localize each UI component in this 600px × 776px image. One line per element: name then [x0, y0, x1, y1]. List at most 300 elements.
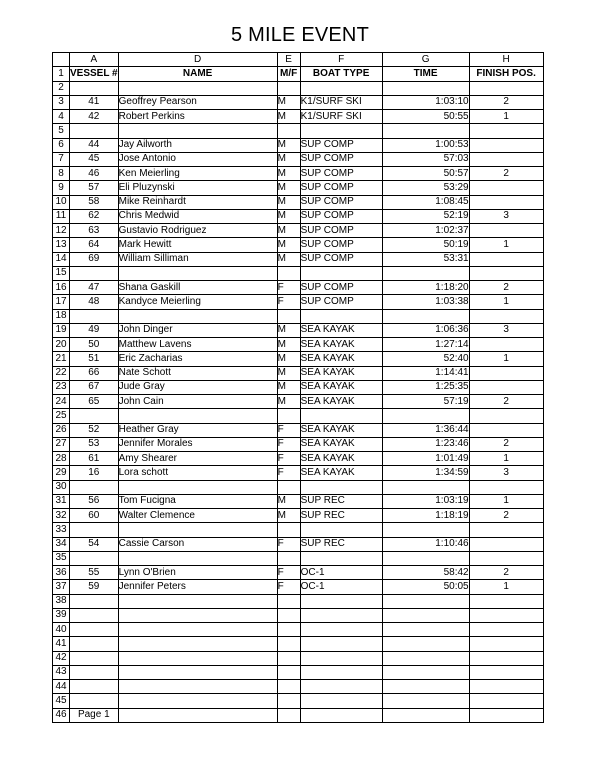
vessel-cell: 44	[70, 138, 119, 152]
row-number: 41	[53, 637, 70, 651]
row-number: 39	[53, 608, 70, 622]
boat-type-cell: SUP COMP	[300, 195, 382, 209]
mf-cell	[277, 594, 300, 608]
table-row	[53, 409, 544, 423]
boat-type-cell: SEA KAYAK	[300, 466, 382, 480]
table-row	[53, 594, 544, 608]
finish-pos-cell: 3	[469, 466, 543, 480]
time-header: TIME	[382, 67, 469, 81]
time-cell: 1:06:36	[382, 323, 469, 337]
finish-pos-cell	[469, 480, 543, 494]
vessel-cell: 16	[70, 466, 119, 480]
finish-pos-cell: 2	[469, 281, 543, 295]
finish-pos-cell	[469, 266, 543, 280]
boat-type-cell	[300, 551, 382, 565]
name-cell: Robert Perkins	[118, 110, 277, 124]
finish-pos-cell	[469, 523, 543, 537]
boat-type-cell	[300, 708, 382, 722]
time-cell: 1:34:59	[382, 466, 469, 480]
finish-pos-cell	[469, 366, 543, 380]
finish-pos-cell: 2	[469, 437, 543, 451]
row-number: 31	[53, 494, 70, 508]
row-number: 30	[53, 480, 70, 494]
row-number: 16	[53, 281, 70, 295]
boat-type-cell: SUP COMP	[300, 238, 382, 252]
row-number: 17	[53, 295, 70, 309]
name-cell: John Cain	[118, 395, 277, 409]
name-cell	[118, 480, 277, 494]
boat-type-cell: K1/SURF SKI	[300, 95, 382, 109]
table-row	[53, 665, 544, 679]
name-cell: Jose Antonio	[118, 152, 277, 166]
finish-pos-cell	[469, 551, 543, 565]
time-cell	[382, 651, 469, 665]
boat-type-cell	[300, 608, 382, 622]
finish-pos-cell	[469, 409, 543, 423]
name-cell: Mike Reinhardt	[118, 195, 277, 209]
finish-pos-cell: 1	[469, 238, 543, 252]
boat-type-cell	[300, 637, 382, 651]
name-cell	[118, 608, 277, 622]
vessel-cell: 67	[70, 380, 119, 394]
boat-type-cell	[300, 651, 382, 665]
time-cell: 53:29	[382, 181, 469, 195]
mf-cell	[277, 266, 300, 280]
table-row	[53, 580, 544, 594]
name-cell: Kandyce Meierling	[118, 295, 277, 309]
vessel-cell	[70, 651, 119, 665]
finish-pos-cell	[469, 195, 543, 209]
table-row	[53, 309, 544, 323]
mf-cell: M	[277, 95, 300, 109]
table-row	[53, 224, 544, 238]
mf-cell	[277, 680, 300, 694]
name-cell: Geoffrey Pearson	[118, 95, 277, 109]
table-row	[53, 452, 544, 466]
time-cell	[382, 266, 469, 280]
column-letter-row	[53, 53, 544, 67]
name-cell: Eric Zacharias	[118, 352, 277, 366]
mf-cell: F	[277, 452, 300, 466]
table-row	[53, 295, 544, 309]
time-cell: 1:08:45	[382, 195, 469, 209]
mf-cell	[277, 81, 300, 95]
time-cell	[382, 409, 469, 423]
row-number: 3	[53, 95, 70, 109]
mf-cell	[277, 309, 300, 323]
time-cell: 53:31	[382, 252, 469, 266]
mf-cell: M	[277, 338, 300, 352]
boat-type-cell	[300, 694, 382, 708]
finish-pos-cell	[469, 380, 543, 394]
name-cell	[118, 266, 277, 280]
mf-cell: M	[277, 352, 300, 366]
name-cell: Gustavio Rodriguez	[118, 224, 277, 238]
table-row	[53, 637, 544, 651]
time-cell: 52:40	[382, 352, 469, 366]
name-cell	[118, 651, 277, 665]
finish-pos-cell	[469, 252, 543, 266]
mf-cell: M	[277, 110, 300, 124]
mf-cell: F	[277, 580, 300, 594]
vessel-cell: 52	[70, 423, 119, 437]
mf-cell: M	[277, 152, 300, 166]
row-number: 28	[53, 452, 70, 466]
row-number: 22	[53, 366, 70, 380]
time-cell: 50:19	[382, 238, 469, 252]
finish-pos-cell	[469, 537, 543, 551]
row-number: 24	[53, 395, 70, 409]
table-row	[53, 110, 544, 124]
boat-type-cell: SUP COMP	[300, 181, 382, 195]
vessel-cell: 41	[70, 95, 119, 109]
name-cell: Amy Shearer	[118, 452, 277, 466]
vessel-cell	[70, 81, 119, 95]
mf-cell	[277, 708, 300, 722]
name-cell: Cassie Carson	[118, 537, 277, 551]
boat-type-cell: SUP COMP	[300, 295, 382, 309]
row-number: 25	[53, 409, 70, 423]
mf-header: M/F	[277, 67, 300, 81]
boat-type-cell: SEA KAYAK	[300, 437, 382, 451]
vessel-cell: 66	[70, 366, 119, 380]
row-number: 35	[53, 551, 70, 565]
time-cell: 57:03	[382, 152, 469, 166]
vessel-cell	[70, 680, 119, 694]
table-row	[53, 680, 544, 694]
boat-type-cell: SUP COMP	[300, 209, 382, 223]
vessel-cell	[70, 623, 119, 637]
time-cell: 1:01:49	[382, 452, 469, 466]
table-row	[53, 323, 544, 337]
boat-type-cell: OC-1	[300, 580, 382, 594]
finish-pos-cell	[469, 338, 543, 352]
vessel-cell: 49	[70, 323, 119, 337]
row-number: 4	[53, 110, 70, 124]
vessel-cell: 51	[70, 352, 119, 366]
time-cell	[382, 637, 469, 651]
finish-pos-cell	[469, 623, 543, 637]
mf-cell: M	[277, 395, 300, 409]
finish-pos-cell: 1	[469, 110, 543, 124]
mf-cell: F	[277, 537, 300, 551]
row-number: 40	[53, 623, 70, 637]
finish-pos-cell	[469, 423, 543, 437]
table-row	[53, 352, 544, 366]
header-row	[53, 67, 544, 81]
boat-type-cell	[300, 124, 382, 138]
finish-pos-cell	[469, 138, 543, 152]
finish-pos-cell: 2	[469, 395, 543, 409]
table-row	[53, 366, 544, 380]
table-row	[53, 551, 544, 565]
name-cell: Mark Hewitt	[118, 238, 277, 252]
column-letter: F	[300, 53, 382, 67]
table-row	[53, 209, 544, 223]
vessel-cell: 60	[70, 509, 119, 523]
name-cell: Lora schott	[118, 466, 277, 480]
finish-pos-cell	[469, 181, 543, 195]
mf-cell	[277, 124, 300, 138]
row-number: 12	[53, 224, 70, 238]
name-cell: John Dinger	[118, 323, 277, 337]
finish-pos-cell	[469, 708, 543, 722]
page-title: 5 MILE EVENT	[231, 24, 369, 46]
boat-type-cell	[300, 523, 382, 537]
mf-cell	[277, 409, 300, 423]
name-cell: Jude Gray	[118, 380, 277, 394]
finish-pos-cell: 3	[469, 209, 543, 223]
row-number: 2	[53, 81, 70, 95]
vessel-cell: 63	[70, 224, 119, 238]
time-cell: 57:19	[382, 395, 469, 409]
boat-type-cell	[300, 266, 382, 280]
mf-cell: F	[277, 466, 300, 480]
row-number: 45	[53, 694, 70, 708]
mf-cell: M	[277, 224, 300, 238]
table-row	[53, 138, 544, 152]
time-cell	[382, 708, 469, 722]
row-number: 26	[53, 423, 70, 437]
boat-type-cell	[300, 623, 382, 637]
mf-cell	[277, 694, 300, 708]
boat-type-cell: SEA KAYAK	[300, 323, 382, 337]
boat-type-cell: SEA KAYAK	[300, 338, 382, 352]
name-cell	[118, 708, 277, 722]
name-cell	[118, 680, 277, 694]
column-letter: D	[118, 53, 277, 67]
mf-cell: M	[277, 238, 300, 252]
time-cell	[382, 694, 469, 708]
vessel-cell	[70, 594, 119, 608]
table-row	[53, 395, 544, 409]
name-header: NAME	[118, 67, 277, 81]
boat-type-cell: K1/SURF SKI	[300, 110, 382, 124]
boat-type-cell: SUP COMP	[300, 167, 382, 181]
name-cell	[118, 124, 277, 138]
table-row	[53, 195, 544, 209]
time-cell: 1:23:46	[382, 437, 469, 451]
name-cell: Walter Clemence	[118, 509, 277, 523]
name-cell: Jay Ailworth	[118, 138, 277, 152]
finish-pos-cell: 1	[469, 494, 543, 508]
table-row	[53, 608, 544, 622]
row-number: 15	[53, 266, 70, 280]
table-row	[53, 480, 544, 494]
vessel-cell: 48	[70, 295, 119, 309]
boat-type-cell	[300, 81, 382, 95]
table-row	[53, 437, 544, 451]
table-row	[53, 523, 544, 537]
vessel-cell: 46	[70, 167, 119, 181]
mf-cell	[277, 651, 300, 665]
column-letter: A	[70, 53, 119, 67]
row-number: 36	[53, 566, 70, 580]
vessel-cell: 47	[70, 281, 119, 295]
table-row	[53, 537, 544, 551]
name-cell: Lynn O'Brien	[118, 566, 277, 580]
table-row	[53, 338, 544, 352]
boat-type-cell	[300, 680, 382, 694]
row-number: 42	[53, 651, 70, 665]
finish-pos-cell	[469, 637, 543, 651]
row-number: 11	[53, 209, 70, 223]
name-cell: Jennifer Peters	[118, 580, 277, 594]
mf-cell: M	[277, 494, 300, 508]
finish-pos-cell: 1	[469, 580, 543, 594]
name-cell: Tom Fucigna	[118, 494, 277, 508]
time-cell: 1:03:38	[382, 295, 469, 309]
finish-pos-cell	[469, 124, 543, 138]
time-cell	[382, 81, 469, 95]
name-cell	[118, 623, 277, 637]
mf-cell: M	[277, 195, 300, 209]
time-cell: 50:57	[382, 167, 469, 181]
name-cell	[118, 309, 277, 323]
finish-pos-cell: 2	[469, 95, 543, 109]
table-row	[53, 124, 544, 138]
vessel-cell	[70, 637, 119, 651]
time-cell: 1:03:10	[382, 95, 469, 109]
row-number: 33	[53, 523, 70, 537]
time-cell: 1:18:19	[382, 509, 469, 523]
column-letter: G	[382, 53, 469, 67]
table-row	[53, 95, 544, 109]
time-cell: 52:19	[382, 209, 469, 223]
table-row	[53, 281, 544, 295]
row-number: 5	[53, 124, 70, 138]
name-cell: Eli Pluzynski	[118, 181, 277, 195]
table-row	[53, 623, 544, 637]
mf-cell: M	[277, 138, 300, 152]
boat-type-cell: SUP COMP	[300, 281, 382, 295]
vessel-cell: 57	[70, 181, 119, 195]
time-cell: 50:05	[382, 580, 469, 594]
name-cell: Matthew Lavens	[118, 338, 277, 352]
table-row	[53, 81, 544, 95]
vessel-cell	[70, 266, 119, 280]
finish-pos-cell: 1	[469, 352, 543, 366]
table-row	[53, 708, 544, 722]
table-row	[53, 266, 544, 280]
vessel-cell: 69	[70, 252, 119, 266]
table-row	[53, 380, 544, 394]
time-cell: 1:10:46	[382, 537, 469, 551]
row-number: 19	[53, 323, 70, 337]
boat-type-cell	[300, 594, 382, 608]
row-number: 20	[53, 338, 70, 352]
name-cell	[118, 665, 277, 679]
boat-type-cell: SUP COMP	[300, 224, 382, 238]
mf-cell	[277, 480, 300, 494]
table-row	[53, 651, 544, 665]
corner-cell	[53, 53, 70, 67]
finish-pos-cell	[469, 608, 543, 622]
table-row	[53, 494, 544, 508]
vessel-cell	[70, 551, 119, 565]
time-cell: 1:02:37	[382, 224, 469, 238]
mf-cell: M	[277, 209, 300, 223]
table-row	[53, 181, 544, 195]
vessel-cell: 64	[70, 238, 119, 252]
vessel-cell	[70, 409, 119, 423]
name-cell	[118, 637, 277, 651]
vessel-cell: 59	[70, 580, 119, 594]
row-number: 8	[53, 167, 70, 181]
table-row	[53, 152, 544, 166]
table-row	[53, 466, 544, 480]
row-number: 18	[53, 309, 70, 323]
row-number: 21	[53, 352, 70, 366]
finish-pos-cell	[469, 651, 543, 665]
vessel-cell: Page 1	[70, 708, 119, 722]
finish-pos-cell	[469, 224, 543, 238]
row-number: 34	[53, 537, 70, 551]
mf-cell: M	[277, 252, 300, 266]
finish-pos-cell	[469, 152, 543, 166]
mf-cell	[277, 523, 300, 537]
finish-pos-cell: 3	[469, 323, 543, 337]
boat-type-cell: OC-1	[300, 566, 382, 580]
mf-cell: M	[277, 167, 300, 181]
boat-type-cell: SUP COMP	[300, 152, 382, 166]
row-number: 6	[53, 138, 70, 152]
finish-pos-cell: 1	[469, 295, 543, 309]
mf-cell: F	[277, 437, 300, 451]
row-number: 14	[53, 252, 70, 266]
vessel-cell	[70, 124, 119, 138]
boat-type-cell	[300, 480, 382, 494]
vessel-cell	[70, 480, 119, 494]
boat-type-cell: SEA KAYAK	[300, 452, 382, 466]
boat-type-cell: SUP COMP	[300, 252, 382, 266]
finish-pos-cell	[469, 694, 543, 708]
table-row	[53, 509, 544, 523]
mf-cell: F	[277, 281, 300, 295]
mf-cell: M	[277, 366, 300, 380]
row-number: 1	[53, 67, 70, 81]
row-number: 23	[53, 380, 70, 394]
row-number: 32	[53, 509, 70, 523]
vessel-cell: 45	[70, 152, 119, 166]
row-number: 10	[53, 195, 70, 209]
vessel-cell	[70, 665, 119, 679]
time-cell: 1:03:19	[382, 494, 469, 508]
row-number: 13	[53, 238, 70, 252]
vessel-cell: 61	[70, 452, 119, 466]
vessel-cell: 58	[70, 195, 119, 209]
name-cell: Heather Gray	[118, 423, 277, 437]
row-number: 44	[53, 680, 70, 694]
boat-type-cell: SEA KAYAK	[300, 380, 382, 394]
finish-pos-cell	[469, 309, 543, 323]
vessel-cell: 62	[70, 209, 119, 223]
boat-type-cell: SUP REC	[300, 509, 382, 523]
time-cell: 58:42	[382, 566, 469, 580]
row-number: 7	[53, 152, 70, 166]
time-cell	[382, 594, 469, 608]
boat-type-cell: SUP REC	[300, 537, 382, 551]
table-row	[53, 694, 544, 708]
finish-pos-cell: 1	[469, 452, 543, 466]
mf-cell	[277, 637, 300, 651]
time-cell	[382, 309, 469, 323]
finish-pos-cell: 2	[469, 167, 543, 181]
results-table	[52, 52, 544, 723]
name-cell	[118, 523, 277, 537]
name-cell: Shana Gaskill	[118, 281, 277, 295]
boat-type-cell: SUP COMP	[300, 138, 382, 152]
